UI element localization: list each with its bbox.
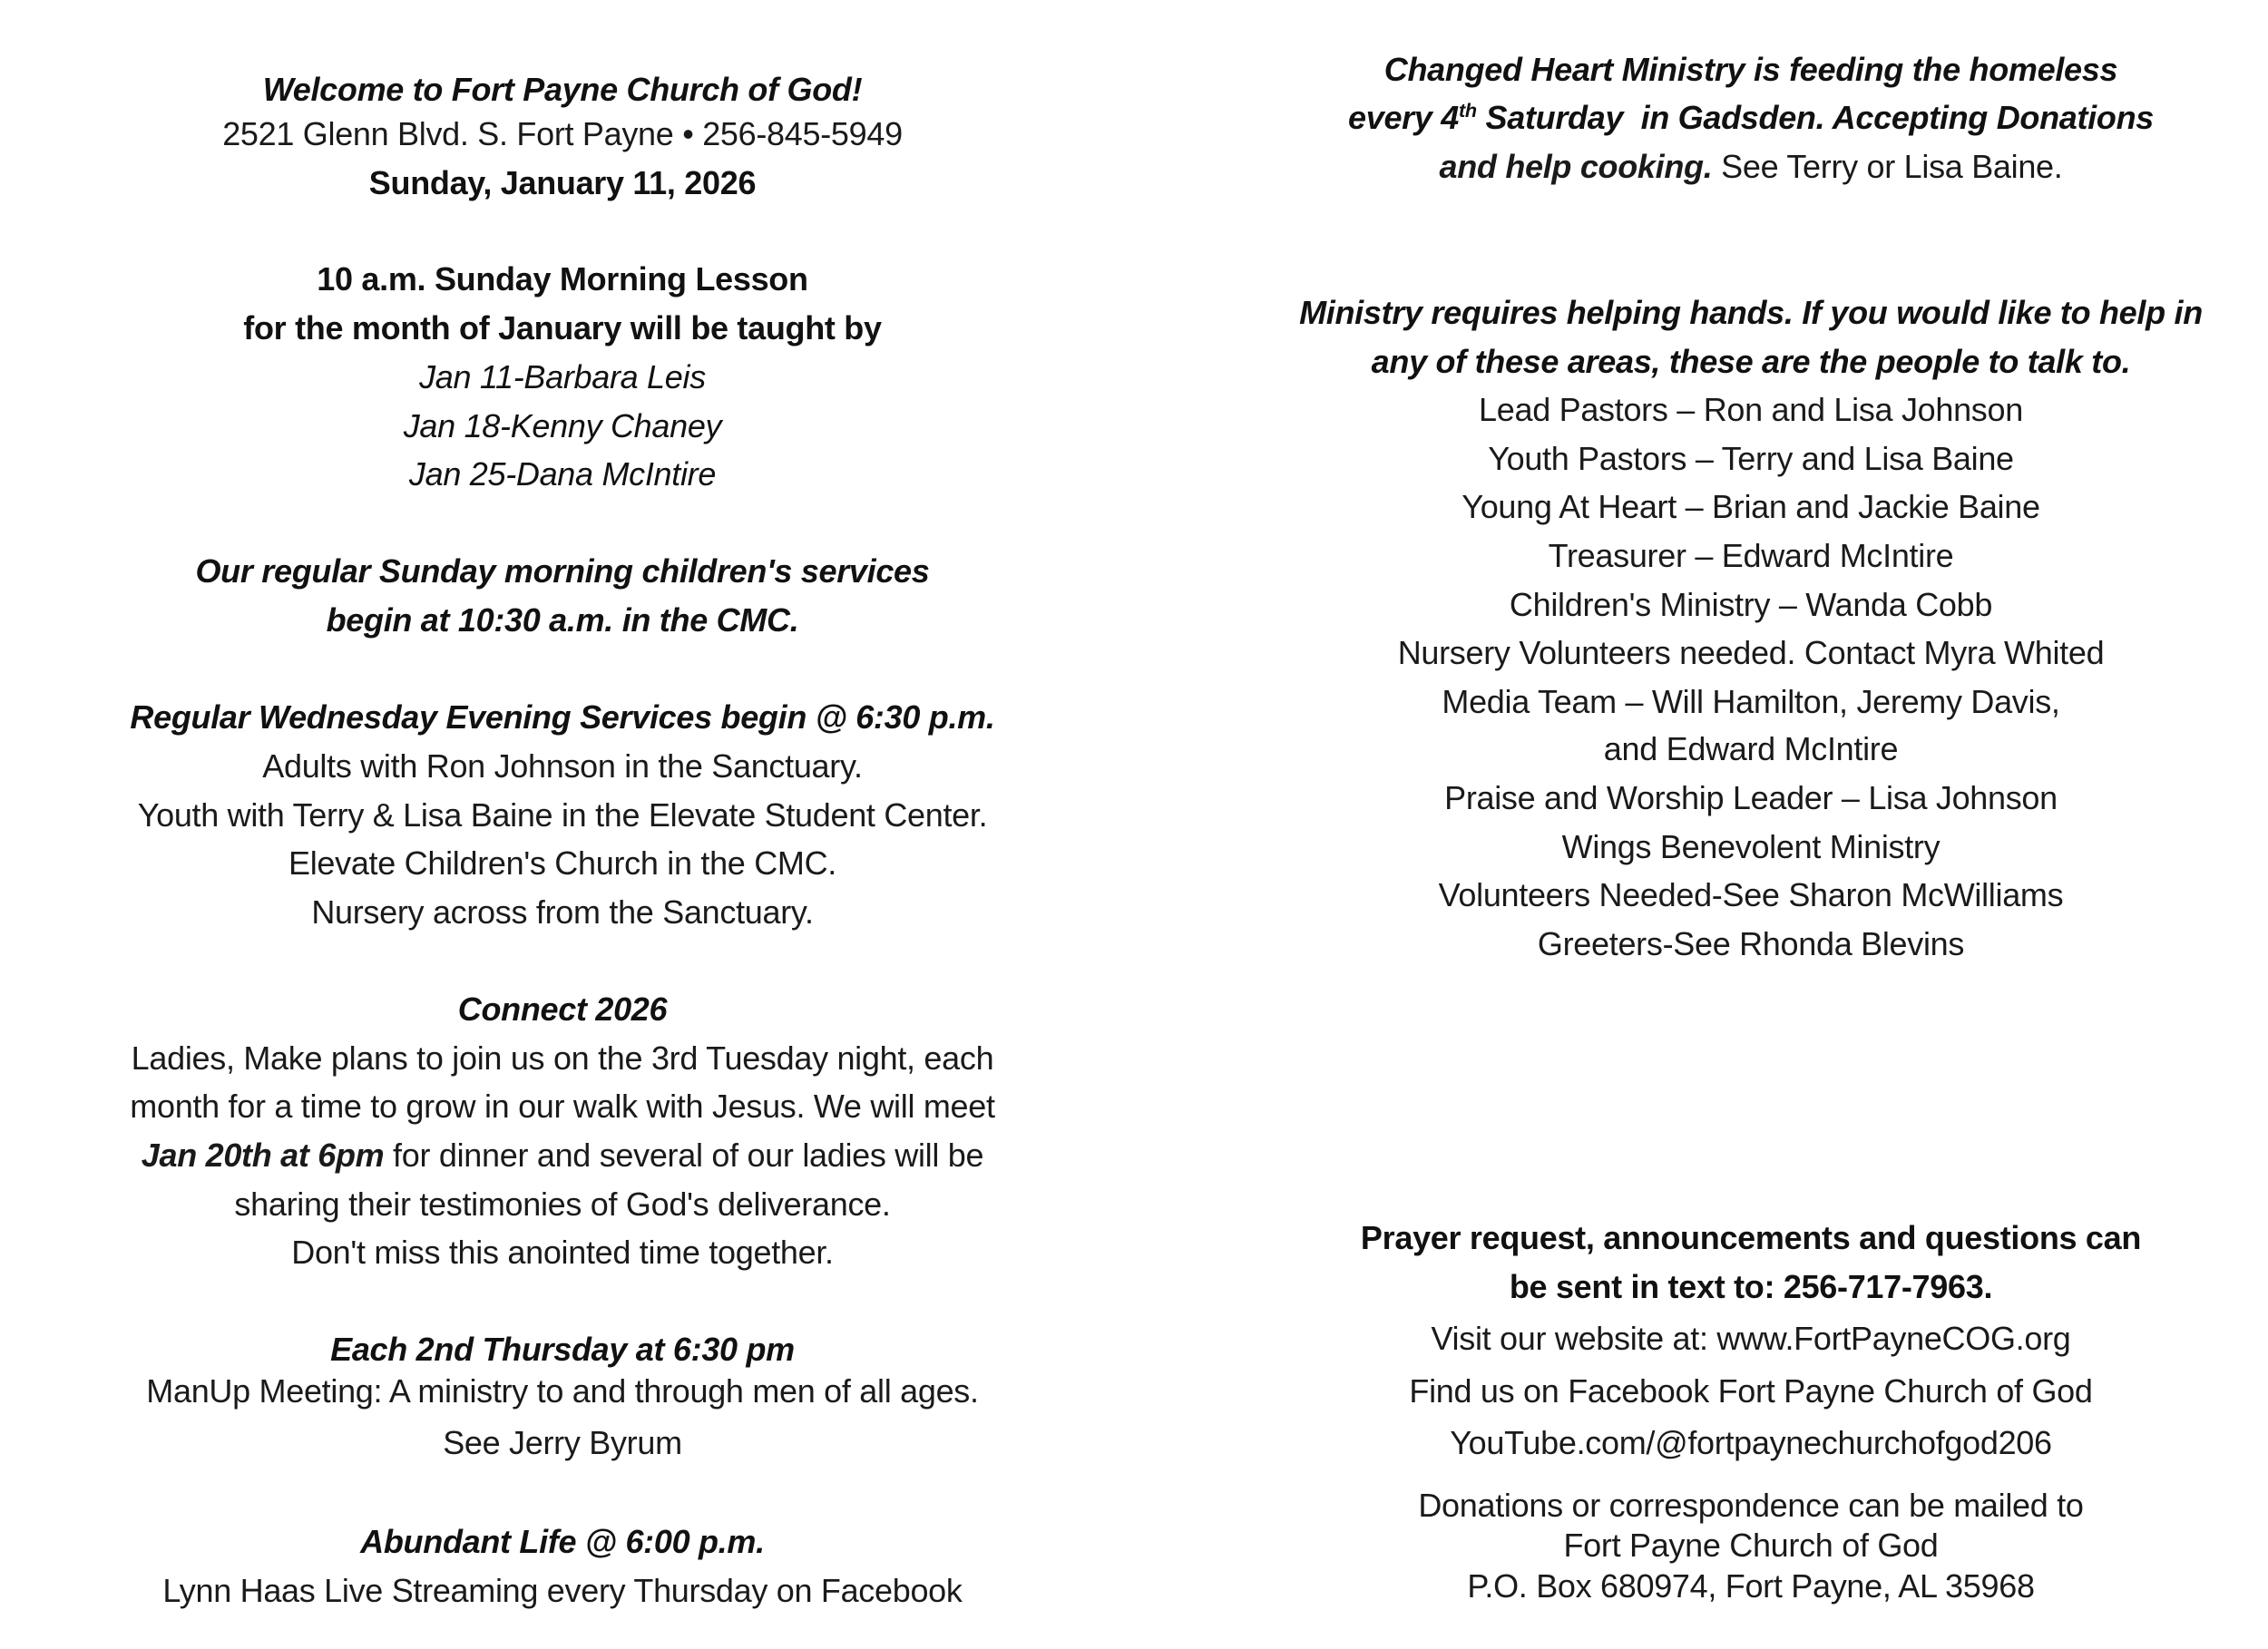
wednesday-line: Adults with Ron Johnson in the Sanctuary. [262,747,863,785]
facebook-link[interactable]: Find us on Facebook Fort Payne Church of God [1409,1372,2093,1410]
mail-address: P.O. Box 680974, Fort Payne, AL 35968 [1467,1567,2035,1605]
right-column [1252,0,2250,1649]
changed-heart-line1: Changed Heart Ministry is feeding the homeless [1383,51,2118,88]
changed-heart-contact: See Terry or Lisa Baine. [1712,148,2063,185]
changed-heart-saturday: Saturday in Gadsden. Accepting Donations [1476,99,2154,136]
abundant-life-line: Lynn Haas Live Streaming every Thursday on Facebook [162,1572,963,1609]
connect-line: sharing their testimonies of God's deliverance. [234,1186,891,1223]
wednesday-heading: Regular Wednesday Evening Services begin @ 6:30 p.m. [130,698,995,736]
connect-line: Ladies, Make plans to join us on the 3rd Tuesday night, each [131,1039,994,1077]
ministry-contact: Greeters-See Rhonda Blevins [1537,925,1965,962]
manup-contact: See Jerry Byrum [443,1424,682,1461]
changed-heart-help-cooking: and help cooking. [1439,148,1713,185]
children-services-line2: begin at 10:30 a.m. in the CMC. [326,601,799,639]
ministry-contact: Children's Ministry – Wanda Cobb [1509,586,1993,623]
ministry-contact: Nursery Volunteers needed. Contact Myra Whited [1397,634,2105,671]
lesson-heading: 10 a.m. Sunday Morning Lesson [317,260,808,298]
prayer-request-line2: be sent in text to: 256-717-7963. [1509,1268,1993,1305]
ministry-contact: Young At Heart – Brian and Jackie Baine [1461,488,2040,525]
ministry-contact: Wings Benevolent Ministry [1561,828,1941,865]
church-address: 2521 Glenn Blvd. S. Fort Payne • 256-845-5949 [222,115,903,152]
manup-heading: Each 2nd Thursday at 6:30 pm [330,1331,795,1368]
bulletin-date: Sunday, January 11, 2026 [368,164,757,201]
ministry-contact: Media Team – Will Hamilton, Jeremy Davis, [1442,683,2060,720]
youtube-link[interactable]: YouTube.com/@fortpaynechurchofgod206 [1450,1424,2052,1461]
welcome-heading: Welcome to Fort Payne Church of God! [262,71,863,108]
ministry-heading-line1: Ministry requires helping hands. If you would like to help in [1299,294,2203,331]
wednesday-line: Elevate Children's Church in the CMC. [288,844,837,882]
left-column [0,0,1125,1649]
ministry-contact: Youth Pastors – Terry and Lisa Baine [1488,440,2014,477]
lesson-subheading: for the month of January will be taught by [243,309,882,346]
changed-heart-line2 [1252,98,2250,138]
ministry-contact: Praise and Worship Leader – Lisa Johnson [1444,779,2058,816]
wednesday-line: Nursery across from the Sanctuary. [311,893,814,931]
teacher-item: Jan 18-Kenny Chaney [403,407,722,444]
connect-line-rest: for dinner and several of our ladies will be [384,1137,984,1174]
wednesday-line: Youth with Terry & Lisa Baine in the Elevate Student Center. [137,796,988,834]
connect-line: Don't miss this anointed time together. [291,1234,834,1271]
mail-line2: Fort Payne Church of God [1563,1527,1939,1564]
connect-date-highlight: Jan 20th at 6pm [141,1137,385,1174]
teacher-item: Jan 25-Dana McIntire [408,455,717,493]
abundant-life-heading: Abundant Life @ 6:00 p.m. [360,1523,765,1560]
ordinal-suffix: th [1459,99,1477,122]
prayer-request-line1: Prayer request, announcements and questions can [1360,1219,2142,1256]
connect-line [0,1136,1125,1176]
mail-line1: Donations or correspondence can be mailed to [1418,1487,2084,1524]
children-services-line1: Our regular Sunday morning children's services [195,552,930,590]
manup-line: ManUp Meeting: A ministry to and through men of all ages. [146,1372,979,1410]
connect-line: month for a time to grow in our walk with Jesus. We will meet [130,1088,995,1125]
connect-heading: Connect 2026 [457,990,668,1028]
website-link[interactable]: Visit our website at: www.FortPayneCOG.org [1431,1320,2071,1357]
changed-heart-every: every 4 [1348,99,1460,136]
ministry-contact: Volunteers Needed-See Sharon McWilliams [1438,876,2064,913]
ministry-contact: Lead Pastors – Ron and Lisa Johnson [1479,391,2023,428]
changed-heart-line3 [1252,147,2250,187]
teacher-item: Jan 11-Barbara Leis [419,358,706,395]
ministry-contact: and Edward McIntire [1603,730,1899,767]
ministry-contact: Treasurer – Edward McIntire [1548,537,1954,574]
ministry-heading-line2: any of these areas, these are the people to talk to. [1371,343,2131,380]
